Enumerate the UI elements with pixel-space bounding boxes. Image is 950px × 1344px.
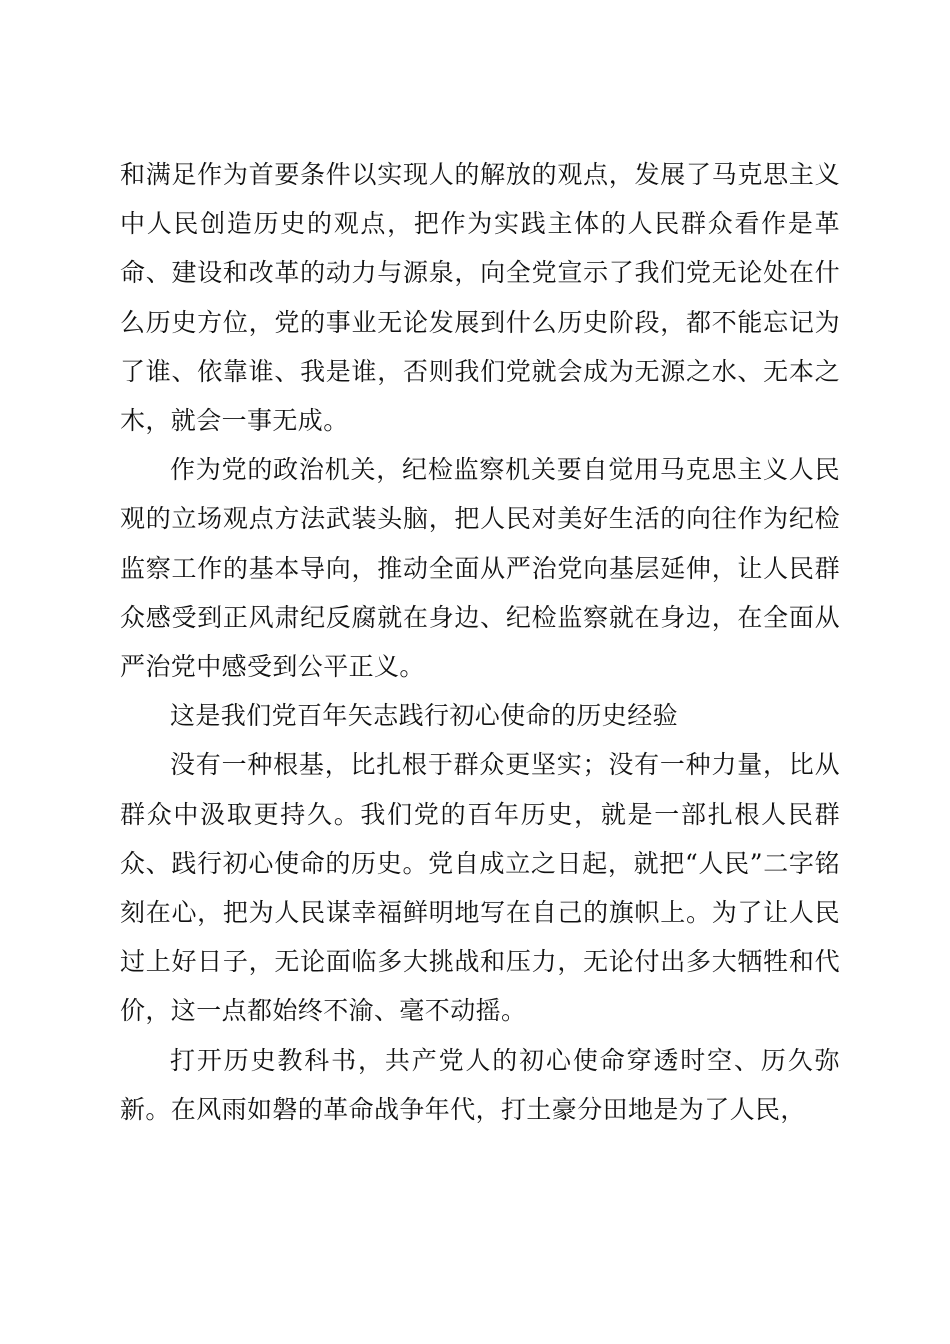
paragraph-3: 没有一种根基，比扎根于群众更坚实；没有一种力量，比从群众中汲取更持久。我们党的百年历史，就是一部扎根人民群众、践行初心使命的历史。党自成立之日起，就把“人民”二字铭刻在心，把为人民谋幸福鲜明地写在自己的旗帜上。为了让人民过上好日子，无论面临多大挑战和压力，无论付出多大牺牲和代价，这一点都始终不渝、毫不动摇。	[120, 750, 840, 1026]
paragraph-4: 打开历史教科书，共产党人的初心使命穿透时空、历久弥新。在风雨如磐的革命战争年代，打土豪分田地是为了人民，	[120, 1045, 840, 1124]
body-text	[120, 150, 840, 1134]
section-heading: 这是我们党百年矢志践行初心使命的历史经验	[170, 701, 679, 731]
paragraph-2: 作为党的政治机关，纪检监察机关要自觉用马克思主义人民观的立场观点方法武装头脑，把人民对美好生活的向往作为纪检监察工作的基本导向，推动全面从严治党向基层延伸，让人民群众感受到正风肃纪反腐就在身边、纪检监察就在身边，在全面从严治党中感受到公平正义。	[120, 455, 840, 682]
paragraph-1: 和满足作为首要条件以实现人的解放的观点，发展了马克思主义中人民创造历史的观点，把作为实践主体的人民群众看作是革命、建设和改革的动力与源泉，向全党宣示了我们党无论处在什么历史方位，党的事业无论发展到什么历史阶段，都不能忘记为了谁、依靠谁、我是谁，否则我们党就会成为无源之水、无本之木，就会一事无成。	[120, 160, 840, 436]
